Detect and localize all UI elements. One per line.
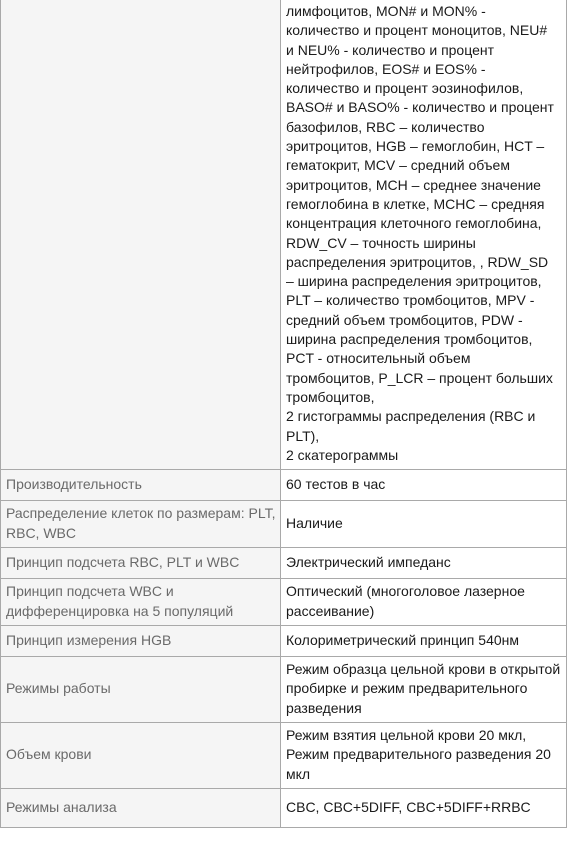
table-row: [1, 626, 567, 657]
operating-modes-value: Режим образца цельной крови в открытой пробирке и режим предварительного разведения: [281, 657, 567, 723]
table-row: [1, 657, 567, 723]
size-distribution-label: Распределение клеток по размерам: PLT, RBC, WBC: [1, 501, 281, 548]
table-row: [1, 0, 567, 470]
parameters-label-cell: [1, 0, 281, 470]
parameters-line: RDW_CV – точность ширины: [286, 234, 476, 251]
parameters-line: концентрация клеточного гемоглобина,: [286, 215, 542, 232]
hgb-principle-value: Колориметрический принцип 540нм: [281, 626, 567, 657]
parameters-line: ширина распределения тромбоцитов,: [286, 331, 533, 348]
counting-principle-value: Электрический импеданс: [281, 548, 567, 579]
wbc-differential-value: Оптический (многоголовое лазерное рассеивание): [281, 579, 567, 626]
parameters-line: PCT - относительный объем: [286, 350, 471, 367]
analysis-modes-value: CBC, CBC+5DIFF, CBC+5DIFF+RRBC: [281, 789, 567, 828]
parameters-line: лимфоцитов, MON# и MON% -: [286, 3, 486, 19]
parameters-line: нейтрофилов, EOS# и EOS% -: [286, 60, 486, 77]
parameters-line: PLT),: [286, 427, 320, 444]
hgb-principle-label: Принцип измерения HGB: [1, 626, 281, 657]
parameters-line: тромбоцитов,: [286, 388, 375, 405]
parameters-line: BASO# и BASO% - количество и процент: [286, 99, 554, 116]
parameters-line: PLT – количество тромбоцитов, MPV -: [286, 292, 535, 309]
parameters-line: базофилов, RBC – количество: [286, 118, 485, 135]
table-row: [1, 470, 567, 501]
parameters-line: средний объем тромбоцитов, PDW -: [286, 311, 523, 328]
counting-principle-label: Принцип подсчета RBC, PLT и WBC: [1, 548, 281, 579]
blood-volume-label: Объем крови: [1, 723, 281, 789]
parameters-line: распределения эритроцитов, , RDW_SD: [286, 253, 549, 270]
parameters-line: гемоглобина в клетке, MCHC – средняя: [286, 195, 545, 212]
performance-label: Производительность: [1, 470, 281, 501]
wbc-differential-label: Принцип подсчета WBC и дифференцировка на 5 популяций: [1, 579, 281, 626]
analysis-modes-label: Режимы анализа: [1, 789, 281, 828]
parameters-line: – ширина распределения эритроцитов,: [286, 273, 542, 290]
parameters-line: тромбоцитов, P_LCR – процент больших: [286, 369, 553, 386]
table-row: [1, 723, 567, 789]
parameters-value-cell: [281, 0, 567, 470]
size-distribution-value: Наличие: [281, 501, 567, 548]
table-row: [1, 501, 567, 548]
parameters-line: 2 скатерограммы: [286, 446, 399, 463]
parameters-line: и NEU% - количество и процент: [286, 41, 495, 58]
parameters-line: эритроцитов, MCH – среднее значение: [286, 176, 541, 193]
table-row: [1, 548, 567, 579]
parameters-line: количество и процент эозинофилов,: [286, 80, 524, 97]
performance-value: 60 тестов в час: [281, 470, 567, 501]
table-row: [1, 579, 567, 626]
parameters-line: количество и процент моноцитов, NEU#: [286, 22, 548, 39]
parameters-line: гематокрит, MCV – средний объем: [286, 157, 510, 174]
parameters-line: 2 гистограммы распределения (RBC и: [286, 408, 536, 425]
blood-volume-value: Режим взятия цельной крови 20 мкл, Режим предварительного разведения 20 мкл: [281, 723, 567, 789]
table-row: [1, 789, 567, 828]
parameters-line: эритроцитов, HGB – гемоглобин, HCT –: [286, 138, 545, 155]
operating-modes-label: Режимы работы: [1, 657, 281, 723]
